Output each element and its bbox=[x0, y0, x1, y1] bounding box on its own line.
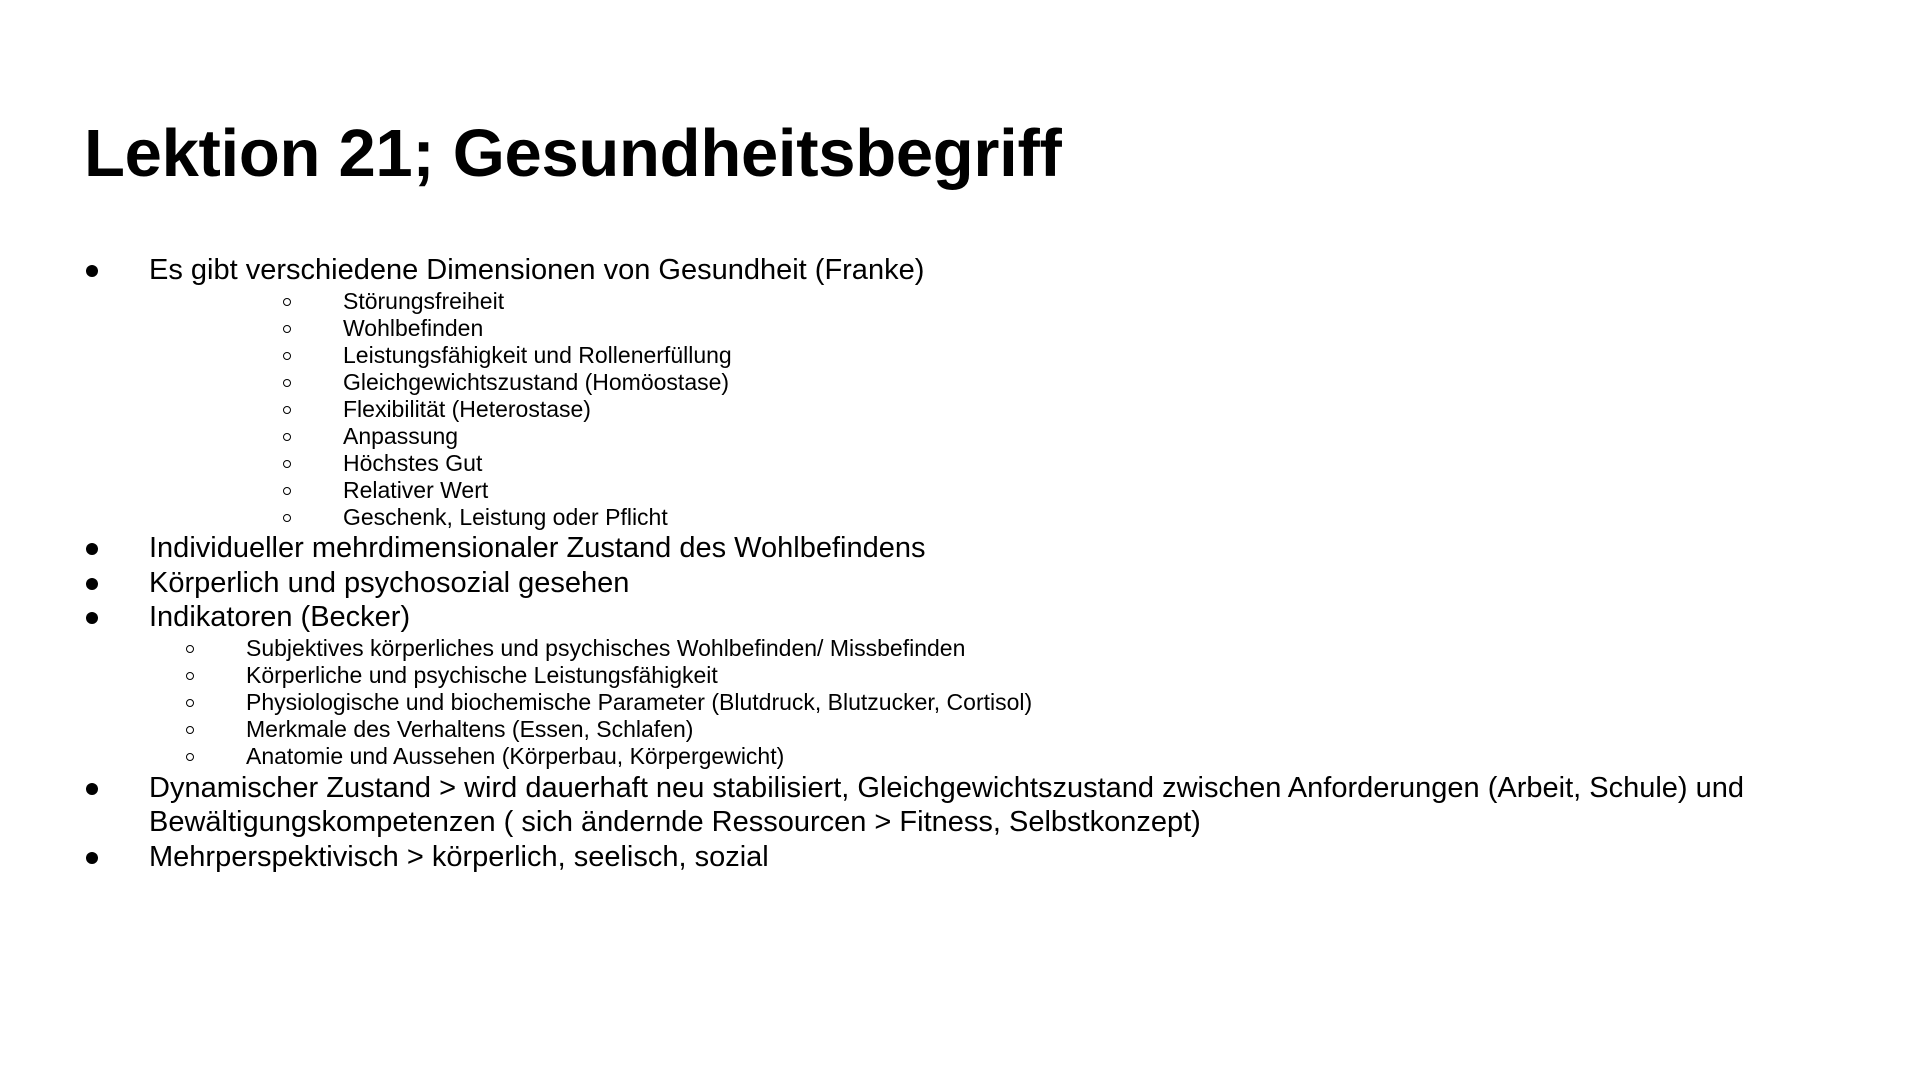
sub-list-item: Merkmale des Verhaltens (Essen, Schlafen) bbox=[246, 716, 694, 742]
bullet-disc-icon bbox=[86, 783, 98, 795]
sub-list-item: Geschenk, Leistung oder Pflicht bbox=[343, 504, 668, 530]
list-item: Mehrperspektivisch > körperlich, seelisch, sozial bbox=[149, 841, 769, 873]
bullet-circle-icon bbox=[283, 514, 291, 522]
bullet-circle-icon bbox=[186, 699, 194, 707]
bullet-circle-icon bbox=[283, 406, 291, 414]
bullet-circle-icon bbox=[186, 726, 194, 734]
bullet-circle-icon bbox=[186, 645, 194, 653]
bullet-circle-icon bbox=[186, 672, 194, 680]
bullet-circle-icon bbox=[283, 352, 291, 360]
sub-list-item: Leistungsfähigkeit und Rollenerfüllung bbox=[343, 342, 732, 368]
page-title: Lektion 21; Gesundheitsbegriff bbox=[84, 116, 1062, 191]
sub-list-item: Anatomie und Aussehen (Körperbau, Körpergewicht) bbox=[246, 743, 785, 769]
sub-list-item: Höchstes Gut bbox=[343, 450, 483, 476]
bullet-circle-icon bbox=[283, 298, 291, 306]
bullet-circle-icon bbox=[283, 433, 291, 441]
list-item: Körperlich und psychosozial gesehen bbox=[149, 567, 630, 599]
sub-list-item: Physiologische und biochemische Parameter (Blutdruck, Blutzucker, Cortisol) bbox=[246, 689, 1033, 715]
bullet-disc-icon bbox=[86, 543, 98, 555]
list-item: Individueller mehrdimensionaler Zustand des Wohlbefindens bbox=[149, 532, 926, 564]
bullet-disc-icon bbox=[86, 265, 98, 277]
sub-list-item: Gleichgewichtszustand (Homöostase) bbox=[343, 369, 730, 395]
bullet-disc-icon bbox=[86, 612, 98, 624]
list-item: Indikatoren (Becker) bbox=[149, 601, 411, 633]
list-item: Es gibt verschiedene Dimensionen von Gesundheit (Franke) bbox=[149, 254, 925, 286]
bullet-circle-icon bbox=[283, 460, 291, 468]
sub-list-item: Störungsfreiheit bbox=[343, 288, 505, 314]
bullet-circle-icon bbox=[283, 487, 291, 495]
sub-list-item: Relativer Wert bbox=[343, 477, 489, 503]
list-item: Dynamischer Zustand > wird dauerhaft neu stabilisiert, Gleichgewichtszustand zwischen Anforderungen (Arbeit, Schule) und bbox=[149, 772, 1745, 804]
bullet-disc-icon bbox=[86, 852, 98, 864]
sub-list-item: Körperliche und psychische Leistungsfähigkeit bbox=[246, 662, 718, 688]
bullet-circle-icon bbox=[186, 753, 194, 761]
sub-list-item: Flexibilität (Heterostase) bbox=[343, 396, 591, 422]
bullet-circle-icon bbox=[283, 379, 291, 387]
sub-list-item: Subjektives körperliches und psychisches Wohlbefinden/ Missbefinden bbox=[246, 635, 966, 661]
bullet-circle-icon bbox=[283, 325, 291, 333]
sub-list-item: Anpassung bbox=[343, 423, 459, 449]
bullet-disc-icon bbox=[86, 578, 98, 590]
sub-list-item: Wohlbefinden bbox=[343, 315, 484, 341]
list-item-continuation: Bewältigungskompetenzen ( sich ändernde Ressourcen > Fitness, Selbstkonzept) bbox=[149, 806, 1201, 838]
